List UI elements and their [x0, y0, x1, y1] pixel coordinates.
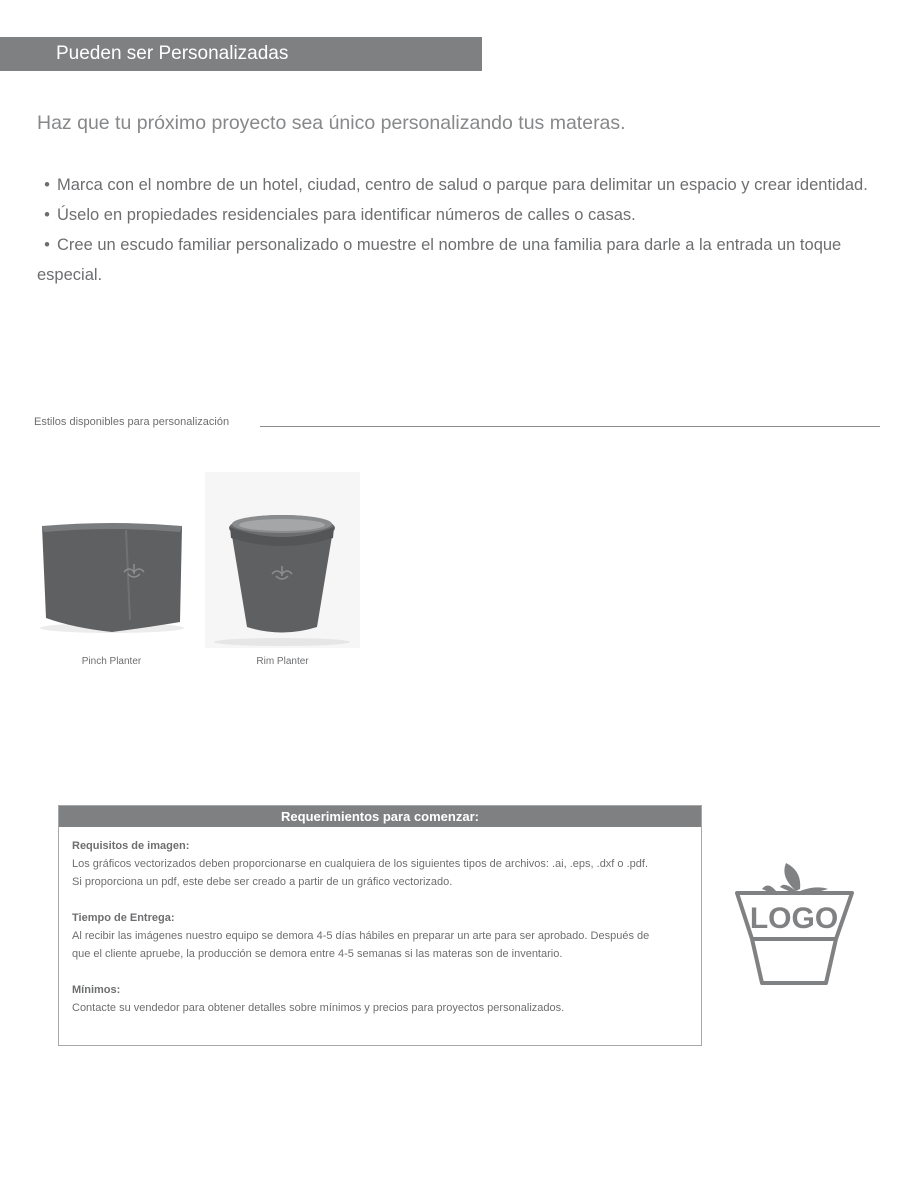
product-caption: Rim Planter	[256, 656, 309, 667]
list-item-continuation: especial.	[37, 266, 103, 284]
pinch-planter-image	[34, 500, 189, 640]
rim-planter-image	[205, 472, 360, 648]
product-pinch-planter	[34, 500, 189, 675]
requirements-title: Requerimientos para comenzar:	[59, 806, 701, 827]
intro-text: Haz que tu próximo proyecto sea único personalizando tus materas.	[37, 112, 626, 134]
list-item: • Marca con el nombre de un hotel, ciudad, centro de salud o parque para delimitar un espacio y crear identidad.	[44, 176, 868, 194]
section-header-title: Pueden ser Personalizadas	[56, 43, 289, 64]
requirements-section-image: Requisitos de imagen: Los gráficos vectorizados deben proporcionarse en cualquiera de los siguientes tipos de archivos: .ai, .eps, .dxf o .pdf. Si proporciona un pdf, este debe ser creado a partir de un gráfico vectorizado.	[72, 840, 649, 888]
product-caption: Pinch Planter	[81, 656, 142, 667]
section-header	[0, 37, 482, 71]
requirements-section-minimums: Mínimos: Contacte su vendedor para obtener detalles sobre mínimos y precios para proyectos personalizados.	[72, 984, 565, 1014]
styles-heading: Estilos disponibles para personalización	[34, 416, 230, 428]
requirements-box	[58, 805, 702, 1046]
divider	[260, 426, 880, 427]
requirements-body	[59, 827, 701, 1017]
logo-text: LOGO	[749, 902, 839, 935]
benefits-list	[37, 170, 897, 290]
list-item: • Cree un escudo familiar personalizado o muestre el nombre de una familia para darle a la entrada un toque	[44, 236, 842, 254]
list-item: • Úselo en propiedades residenciales para identificar números de calles o casas.	[44, 206, 636, 224]
logo-planter-icon	[728, 855, 858, 995]
requirements-section-delivery: Tiempo de Entrega: Al recibir las imágenes nuestro equipo se demora 4-5 días hábiles en preparar un arte para ser aprobado. Después de que el cliente apruebe, la producción se demora entre 4-5 semanas si las materas son de inventario.	[72, 912, 650, 960]
product-rim-planter	[205, 472, 360, 677]
